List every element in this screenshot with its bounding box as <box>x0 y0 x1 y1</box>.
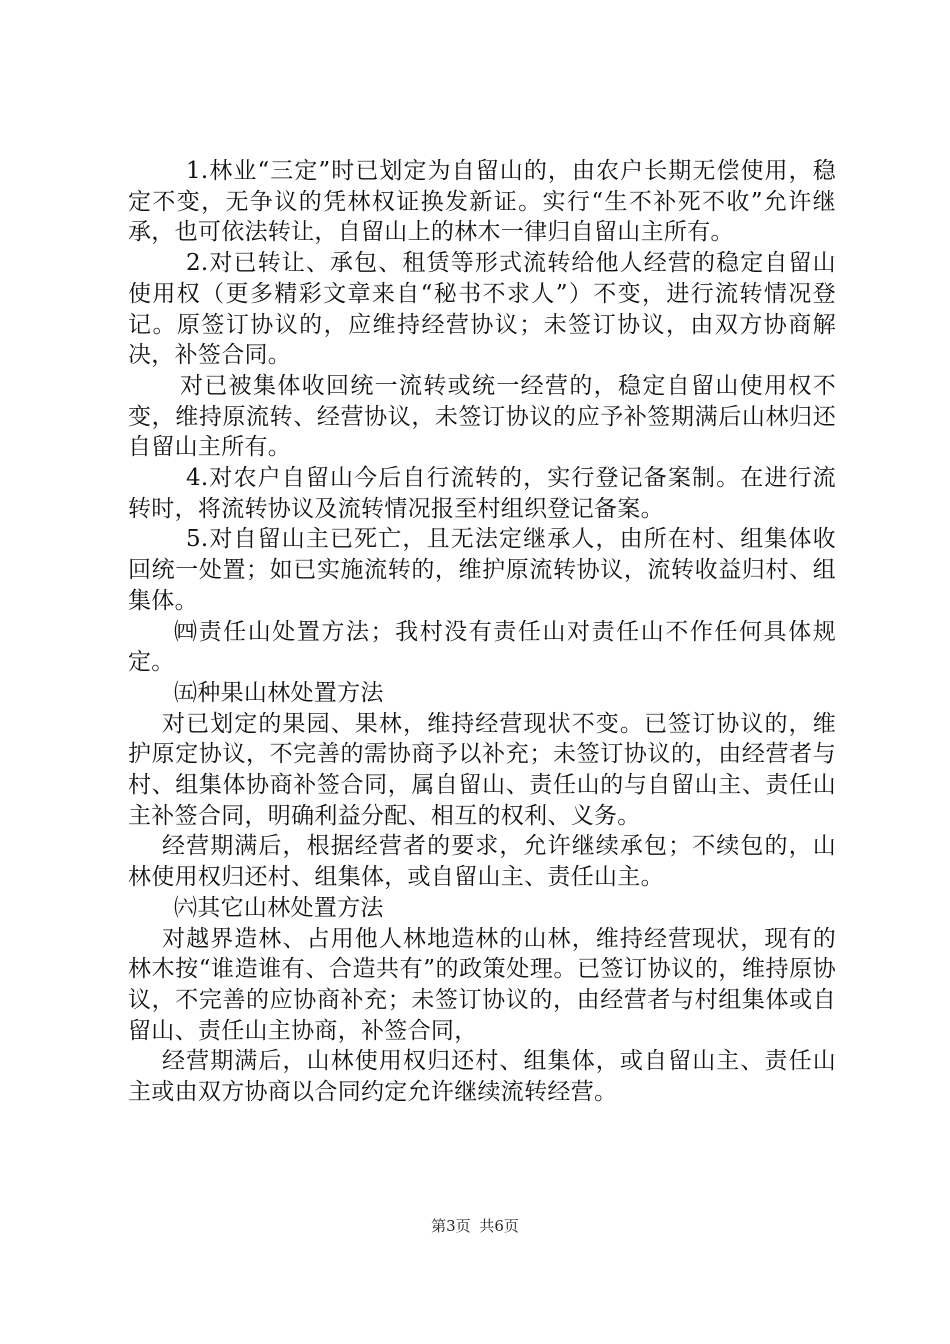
paragraph-4: 4.对农户自留山今后自行流转的，实行登记备案制。在进行流转时，将流转协议及流转情况报至村组织登记备案。 <box>128 465 836 522</box>
paragraph-9: 经营期满后，山林使用权归还村、组集体，或自留山主、责任山主或由双方协商以合同约定允许继续流转经营。 <box>128 1048 836 1106</box>
document-body <box>128 156 836 1108</box>
page-footer <box>0 1215 950 1236</box>
paragraph-8: 对越界造林、占用他人林地造林的山林，维持经营现状，现有的林木按“谁造谁有、合造共有”的政策处理。已签订协议的，维持原协议，不完善的应协商补充；未签订协议的，由经营者与村组集体或自留山、责任山主协商，补签合同， <box>128 925 836 1044</box>
paragraph-5: 5.对自留山主已死亡，且无法定继承人，由所在村、组集体收回统一处置；如已实施流转的，维护原流转协议，流转收益归村、组集体。 <box>128 526 836 614</box>
paragraph-1: 1.林业“三定”时已划定为自留山的，由农户长期无偿使用，稳定不变，无争议的凭林权证换发新证。实行“生不补死不收”允许继承，也可依法转让，自留山上的林木一律归自留山主所有。 <box>128 158 836 246</box>
page-number: 第3页 <box>431 1217 471 1235</box>
section-heading-6: ㈥其它山林处置方法 <box>174 894 384 921</box>
paragraph-3: 对已被集体收回统一流转或统一经营的，稳定自留山使用权不变，维持原流转、经营协议，未签订协议的应予补签期满后山林归还自留山主所有。 <box>128 372 836 461</box>
paragraph-6: 对已划定的果园、果林，维持经营现状不变。已签订协议的，维护原定协议，不完善的需协商予以补充；未签订协议的，由经营者与村、组集体协商补签合同，属自留山、责任山的与自留山主、责任山主补签合同，明确利益分配、相互的权利、义务。 <box>128 710 836 829</box>
section-heading-5: ㈤种果山林处置方法 <box>174 679 384 706</box>
paragraph-2: 2.对已转让、承包、租赁等形式流转给他人经营的稳定自留山使用权（更多精彩文章来自“秘书不求人”）不变，进行流转情况登记。原签订协议的，应维持经营协议；未签订协议，由双方协商解决，补签合同。 <box>128 250 836 369</box>
page-total: 共6页 <box>479 1217 519 1235</box>
section-heading-4: ㈣责任山处置方法；我村没有责任山对责任山不作任何具体规定。 <box>128 618 836 676</box>
paragraph-7: 经营期满后，根据经营者的要求，允许继续承包；不续包的，山林使用权归还村、组集体，或自留山主、责任山主。 <box>128 833 836 891</box>
